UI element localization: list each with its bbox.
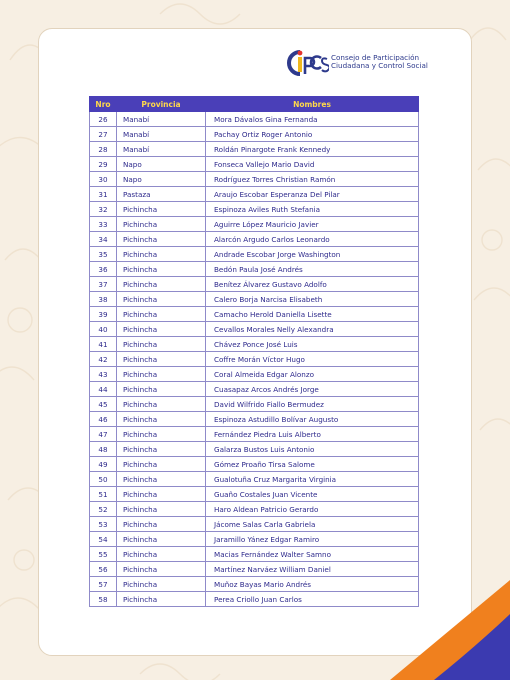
cell-nro: 27 — [90, 127, 117, 142]
table-row — [90, 562, 419, 577]
cell-provincia: Pichincha — [117, 217, 206, 232]
cell-nombre: Pachay Ortiz Roger Antonio — [206, 127, 419, 142]
table-body — [90, 112, 419, 607]
cell-nro: 43 — [90, 367, 117, 382]
cell-nombre: Espinoza Astudillo Bolívar Augusto — [206, 412, 419, 427]
table-row — [90, 367, 419, 382]
cell-provincia: Pichincha — [117, 397, 206, 412]
cell-provincia: Pichincha — [117, 352, 206, 367]
cell-provincia: Pichincha — [117, 427, 206, 442]
table-row — [90, 277, 419, 292]
cell-nombre: Benítez Álvarez Gustavo Adolfo — [206, 277, 419, 292]
table-row — [90, 472, 419, 487]
cell-provincia: Pichincha — [117, 247, 206, 262]
table-row — [90, 457, 419, 472]
cell-nro: 40 — [90, 322, 117, 337]
cell-nro: 29 — [90, 157, 117, 172]
header-nombres: Nombres — [206, 97, 419, 112]
table-row — [90, 382, 419, 397]
cell-provincia: Napo — [117, 157, 206, 172]
table-row — [90, 217, 419, 232]
cell-nombre: Cuasapaz Arcos Andrés Jorge — [206, 382, 419, 397]
cell-nro: 50 — [90, 472, 117, 487]
cell-nombre: Fernández Piedra Luis Alberto — [206, 427, 419, 442]
table-row — [90, 352, 419, 367]
table-row — [90, 127, 419, 142]
cell-provincia: Pichincha — [117, 502, 206, 517]
cell-provincia: Pichincha — [117, 592, 206, 607]
table-row — [90, 247, 419, 262]
cell-nro: 42 — [90, 352, 117, 367]
cell-provincia: Pichincha — [117, 337, 206, 352]
cell-nro: 31 — [90, 187, 117, 202]
cell-nombre: Muñoz Bayas Mario Andrés — [206, 577, 419, 592]
table-row — [90, 397, 419, 412]
cell-nro: 57 — [90, 577, 117, 592]
table-row — [90, 262, 419, 277]
corner-decoration — [390, 570, 510, 680]
cell-provincia: Pichincha — [117, 307, 206, 322]
cell-provincia: Pichincha — [117, 367, 206, 382]
table-row — [90, 337, 419, 352]
cell-nro: 34 — [90, 232, 117, 247]
cell-nro: 33 — [90, 217, 117, 232]
table-row — [90, 502, 419, 517]
cell-nro: 48 — [90, 442, 117, 457]
cell-provincia: Pichincha — [117, 562, 206, 577]
cell-nro: 35 — [90, 247, 117, 262]
cell-nro: 54 — [90, 532, 117, 547]
cell-nro: 55 — [90, 547, 117, 562]
cell-nro: 32 — [90, 202, 117, 217]
table-row — [90, 532, 419, 547]
cell-nombre: Calero Borja Narcisa Elisabeth — [206, 292, 419, 307]
cell-nombre: David Wilfrido Fiallo Bermudez — [206, 397, 419, 412]
cell-provincia: Pichincha — [117, 232, 206, 247]
cell-nro: 30 — [90, 172, 117, 187]
cell-nro: 39 — [90, 307, 117, 322]
logo-text-line1: Consejo de Participación — [331, 53, 420, 62]
cell-provincia: Pichincha — [117, 517, 206, 532]
header-nro: Nro — [90, 97, 117, 112]
cell-provincia: Pichincha — [117, 292, 206, 307]
cell-nombre: Fonseca Vallejo Mario David — [206, 157, 419, 172]
cell-nro: 49 — [90, 457, 117, 472]
cell-provincia: Pichincha — [117, 202, 206, 217]
cell-nombre: Martínez Narváez William Daniel — [206, 562, 419, 577]
cpccs-logo-icon — [285, 46, 329, 80]
table-row — [90, 307, 419, 322]
cell-nro: 52 — [90, 502, 117, 517]
cell-nombre: Aguirre López Mauricio Javier — [206, 217, 419, 232]
cell-nombre: Camacho Herold Daniella Lisette — [206, 307, 419, 322]
cell-provincia: Pichincha — [117, 457, 206, 472]
table-row — [90, 142, 419, 157]
cell-nro: 56 — [90, 562, 117, 577]
cell-nro: 45 — [90, 397, 117, 412]
cell-provincia: Manabí — [117, 127, 206, 142]
cell-provincia: Pichincha — [117, 577, 206, 592]
header-provincia: Provincia — [117, 97, 206, 112]
cell-nombre: Araujo Escobar Esperanza Del Pilar — [206, 187, 419, 202]
cell-nro: 58 — [90, 592, 117, 607]
cell-nombre: Guaño Costales Juan Vicente — [206, 487, 419, 502]
cell-nombre: Andrade Escobar Jorge Washington — [206, 247, 419, 262]
cell-provincia: Pichincha — [117, 532, 206, 547]
cell-provincia: Pichincha — [117, 442, 206, 457]
cell-nombre: Roldán Pinargote Frank Kennedy — [206, 142, 419, 157]
cell-nro: 53 — [90, 517, 117, 532]
table-row — [90, 172, 419, 187]
cpccs-logo-text — [331, 54, 428, 71]
cell-nombre: Alarcón Argudo Carlos Leonardo — [206, 232, 419, 247]
cell-provincia: Pastaza — [117, 187, 206, 202]
table-row — [90, 157, 419, 172]
table-row — [90, 412, 419, 427]
cell-nro: 51 — [90, 487, 117, 502]
cell-nombre: Galarza Bustos Luis Antonio — [206, 442, 419, 457]
cell-provincia: Pichincha — [117, 472, 206, 487]
cell-provincia: Pichincha — [117, 382, 206, 397]
cell-nombre: Mora Dávalos Gina Fernanda — [206, 112, 419, 127]
table-row — [90, 442, 419, 457]
table-row — [90, 487, 419, 502]
cell-nombre: Haro Aldean Patricio Gerardo — [206, 502, 419, 517]
cell-provincia: Pichincha — [117, 412, 206, 427]
table-row — [90, 292, 419, 307]
cell-nombre: Espinoza Aviles Ruth Stefania — [206, 202, 419, 217]
cell-nombre: Rodríguez Torres Christian Ramón — [206, 172, 419, 187]
cell-provincia: Pichincha — [117, 547, 206, 562]
cell-provincia: Manabí — [117, 112, 206, 127]
cell-nombre: Bedón Paula José Andrés — [206, 262, 419, 277]
cell-nro: 47 — [90, 427, 117, 442]
cell-nombre: Cevallos Morales Nelly Alexandra — [206, 322, 419, 337]
cell-provincia: Pichincha — [117, 277, 206, 292]
table-row — [90, 187, 419, 202]
cell-nro: 46 — [90, 412, 117, 427]
cell-nombre: Coffre Morán Víctor Hugo — [206, 352, 419, 367]
cell-nro: 44 — [90, 382, 117, 397]
cell-nro: 38 — [90, 292, 117, 307]
cell-nro: 26 — [90, 112, 117, 127]
cell-nombre: Jácome Salas Carla Gabriela — [206, 517, 419, 532]
cell-provincia: Pichincha — [117, 322, 206, 337]
cell-provincia: Manabí — [117, 142, 206, 157]
cell-provincia: Napo — [117, 172, 206, 187]
table-row — [90, 232, 419, 247]
cell-nombre: Coral Almeida Edgar Alonzo — [206, 367, 419, 382]
cell-nombre: Macias Fernández Walter Samno — [206, 547, 419, 562]
cell-provincia: Pichincha — [117, 262, 206, 277]
table-row — [90, 202, 419, 217]
candidates-table — [89, 96, 419, 607]
table-row — [90, 577, 419, 592]
table-row — [90, 517, 419, 532]
cell-nro: 36 — [90, 262, 117, 277]
table-header-row — [90, 97, 419, 112]
cpccs-logo — [285, 46, 465, 80]
table-row — [90, 547, 419, 562]
logo-text-line2: Ciudadana y Control Social — [331, 61, 428, 71]
cell-provincia: Pichincha — [117, 487, 206, 502]
cell-nombre: Gualotuña Cruz Margarita Virginia — [206, 472, 419, 487]
table-row — [90, 322, 419, 337]
cell-nombre: Chávez Ponce José Luis — [206, 337, 419, 352]
cell-nro: 41 — [90, 337, 117, 352]
cell-nombre: Perea Criollo Juan Carlos — [206, 592, 419, 607]
cell-nro: 37 — [90, 277, 117, 292]
table-row — [90, 592, 419, 607]
table-row — [90, 427, 419, 442]
cell-nro: 28 — [90, 142, 117, 157]
table-row — [90, 112, 419, 127]
cell-nombre: Gómez Proaño Tirsa Salome — [206, 457, 419, 472]
cell-nombre: Jaramillo Yánez Edgar Ramiro — [206, 532, 419, 547]
